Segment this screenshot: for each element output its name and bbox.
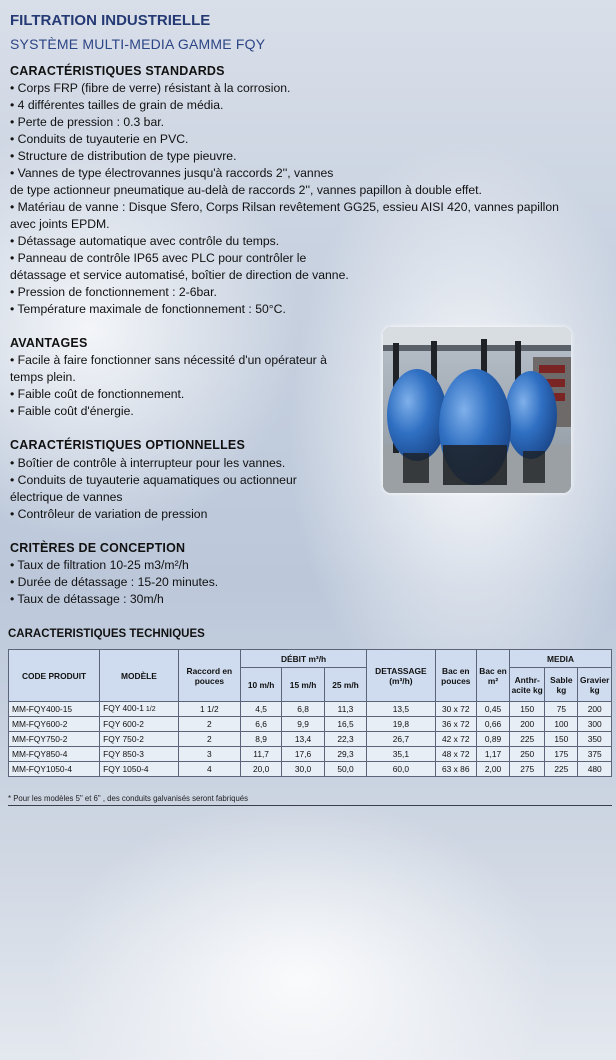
spec-table — [8, 649, 612, 777]
list-item: • Matériau de vanne : Disque Sfero, Corps Rilsan revêtement GG25, essieu AISI 420, vannes papillon — [10, 200, 559, 214]
cell-detassage: 13,5 — [367, 702, 435, 717]
optional-heading: CARACTÉRISTIQUES OPTIONNELLES — [10, 438, 245, 452]
header-anthracite: Anthr-acite kg — [510, 668, 545, 702]
cell-flow-10: 11,7 — [240, 747, 281, 762]
cell-raccord: 1 1/2 — [178, 702, 240, 717]
list-item: • 4 différentes tailles de grain de média. — [10, 98, 224, 112]
header-bac-m2: Bac en m² — [476, 650, 509, 702]
table-row — [9, 732, 612, 747]
cell-detassage: 26,7 — [367, 732, 435, 747]
list-item: • Perte de pression : 0.3 bar. — [10, 115, 164, 129]
optional-list — [10, 455, 297, 523]
cell-bac-m2: 0,89 — [476, 732, 509, 747]
cell-sable: 150 — [545, 732, 578, 747]
table-row — [9, 702, 612, 717]
header-gravier: Gravier kg — [578, 668, 612, 702]
list-item: • Boîtier de contrôle à interrupteur pour les vannes. — [10, 456, 286, 470]
cell-flow-10: 4,5 — [240, 702, 281, 717]
cell-sable: 225 — [545, 762, 578, 777]
cell-anthracite: 225 — [510, 732, 545, 747]
cell-code: MM-FQY600-2 — [9, 717, 100, 732]
header-raccord: Raccord en pouces — [178, 650, 240, 702]
cell-code: MM-FQY1050-4 — [9, 762, 100, 777]
cell-flow-25: 29,3 — [324, 747, 366, 762]
list-item: • Faible coût d'énergie. — [10, 404, 134, 418]
cell-flow-25: 50,0 — [324, 762, 366, 777]
list-item: • Panneau de contrôle IP65 avec PLC pour contrôler le — [10, 251, 307, 265]
list-item: • Détassage automatique avec contrôle du temps. — [10, 234, 280, 248]
cell-anthracite: 200 — [510, 717, 545, 732]
table-row — [9, 762, 612, 777]
cell-model: FQY 400-1 1/2 — [100, 702, 179, 717]
cell-model: FQY 600-2 — [100, 717, 179, 732]
cell-raccord: 2 — [178, 717, 240, 732]
page-subtitle: SYSTÈME MULTI-MEDIA GAMME FQY — [10, 36, 266, 52]
cell-detassage: 19,8 — [367, 717, 435, 732]
cell-flow-10: 6,6 — [240, 717, 281, 732]
cell-model: FQY 1050-4 — [100, 762, 179, 777]
cell-raccord: 3 — [178, 747, 240, 762]
cell-gravier: 350 — [578, 732, 612, 747]
cell-flow-10: 20,0 — [240, 762, 281, 777]
header-bac-pouces: Bac en pouces — [435, 650, 476, 702]
cell-code: MM-FQY400-15 — [9, 702, 100, 717]
header-model: MODÈLE — [100, 650, 179, 702]
list-item: • Pression de fonctionnement : 2-6bar. — [10, 285, 217, 299]
cell-flow-25: 16,5 — [324, 717, 366, 732]
advantages-list — [10, 352, 327, 420]
cell-bac-m2: 1,17 — [476, 747, 509, 762]
cell-gravier: 480 — [578, 762, 612, 777]
design-heading: CRITÈRES DE CONCEPTION — [10, 541, 186, 555]
list-item: temps plein. — [10, 370, 76, 384]
cell-raccord: 2 — [178, 732, 240, 747]
cell-flow-10: 8,9 — [240, 732, 281, 747]
cell-anthracite: 150 — [510, 702, 545, 717]
cell-model: FQY 850-3 — [100, 747, 179, 762]
header-flow-25: 25 m/h — [324, 668, 366, 702]
cell-bac-m2: 0,66 — [476, 717, 509, 732]
cell-bac-pouces: 42 x 72 — [435, 732, 476, 747]
cell-flow-15: 13,4 — [282, 732, 324, 747]
cell-flow-25: 11,3 — [324, 702, 366, 717]
cell-bac-pouces: 63 x 86 — [435, 762, 476, 777]
cell-raccord: 4 — [178, 762, 240, 777]
header-flow-10: 10 m/h — [240, 668, 281, 702]
list-item: • Taux de filtration 10-25 m3/m²/h — [10, 558, 189, 572]
cell-gravier: 200 — [578, 702, 612, 717]
table-footnote: * Pour les modèles 5" et 6" , des conduits galvanisés seront fabriqués — [8, 794, 249, 803]
header-code: CODE PRODUIT — [9, 650, 100, 702]
cell-bac-pouces: 30 x 72 — [435, 702, 476, 717]
cell-bac-m2: 0,45 — [476, 702, 509, 717]
header-debit: DÉBIT m³/h — [240, 650, 366, 668]
list-item: • Durée de détassage : 15-20 minutes. — [10, 575, 219, 589]
page-title: FILTRATION INDUSTRIELLE — [10, 12, 211, 29]
cell-sable: 75 — [545, 702, 578, 717]
cell-gravier: 375 — [578, 747, 612, 762]
header-media: MEDIA — [510, 650, 612, 668]
filter-tanks-photo — [383, 327, 571, 493]
list-item: • Facile à faire fonctionner sans nécessité d'un opérateur à — [10, 353, 327, 367]
cell-sable: 100 — [545, 717, 578, 732]
cell-flow-15: 30,0 — [282, 762, 324, 777]
table-row — [9, 747, 612, 762]
cell-bac-m2: 2,00 — [476, 762, 509, 777]
cell-bac-pouces: 48 x 72 — [435, 747, 476, 762]
cell-flow-25: 22,3 — [324, 732, 366, 747]
header-flow-15: 15 m/h — [282, 668, 324, 702]
cell-bac-pouces: 36 x 72 — [435, 717, 476, 732]
list-item: • Structure de distribution de type pieuvre. — [10, 149, 237, 163]
advantages-heading: AVANTAGES — [10, 336, 88, 350]
list-item: détassage et service automatisé, boîtier de direction de vanne. — [10, 268, 349, 282]
cell-anthracite: 275 — [510, 762, 545, 777]
list-item: • Contrôleur de variation de pression — [10, 507, 208, 521]
list-item: • Taux de détassage : 30m/h — [10, 592, 164, 606]
header-sable: Sable kg — [545, 668, 578, 702]
design-list — [10, 557, 218, 608]
cell-code: MM-FQY750-2 — [9, 732, 100, 747]
standards-list — [10, 80, 559, 318]
list-item: avec joints EPDM. — [10, 217, 110, 231]
list-item: • Corps FRP (fibre de verre) résistant à la corrosion. — [10, 81, 291, 95]
cell-flow-15: 6,8 — [282, 702, 324, 717]
header-detassage: DETASSAGE (m³/h) — [367, 650, 435, 702]
cell-anthracite: 250 — [510, 747, 545, 762]
list-item: électrique de vannes — [10, 490, 123, 504]
list-item: de type actionneur pneumatique au-delà de raccords 2'', vannes papillon à double effet. — [10, 183, 482, 197]
divider — [8, 805, 612, 806]
tech-heading: CARACTERISTIQUES TECHNIQUES — [8, 628, 205, 640]
model-suffix: 1/2 — [143, 706, 156, 713]
table-row — [9, 717, 612, 732]
list-item: • Conduits de tuyauterie en PVC. — [10, 132, 189, 146]
list-item: • Vannes de type électrovannes jusqu'à raccords 2'', vannes — [10, 166, 334, 180]
cell-code: MM-FQY850-4 — [9, 747, 100, 762]
standards-heading: CARACTÉRISTIQUES STANDARDS — [10, 64, 225, 78]
cell-flow-15: 9,9 — [282, 717, 324, 732]
cell-sable: 175 — [545, 747, 578, 762]
cell-flow-15: 17,6 — [282, 747, 324, 762]
cell-detassage: 60,0 — [367, 762, 435, 777]
list-item: • Faible coût de fonctionnement. — [10, 387, 185, 401]
cell-detassage: 35,1 — [367, 747, 435, 762]
list-item: • Conduits de tuyauterie aquamatiques ou actionneur — [10, 473, 297, 487]
cell-model: FQY 750-2 — [100, 732, 179, 747]
cell-gravier: 300 — [578, 717, 612, 732]
list-item: • Température maximale de fonctionnement : 50°C. — [10, 302, 286, 316]
